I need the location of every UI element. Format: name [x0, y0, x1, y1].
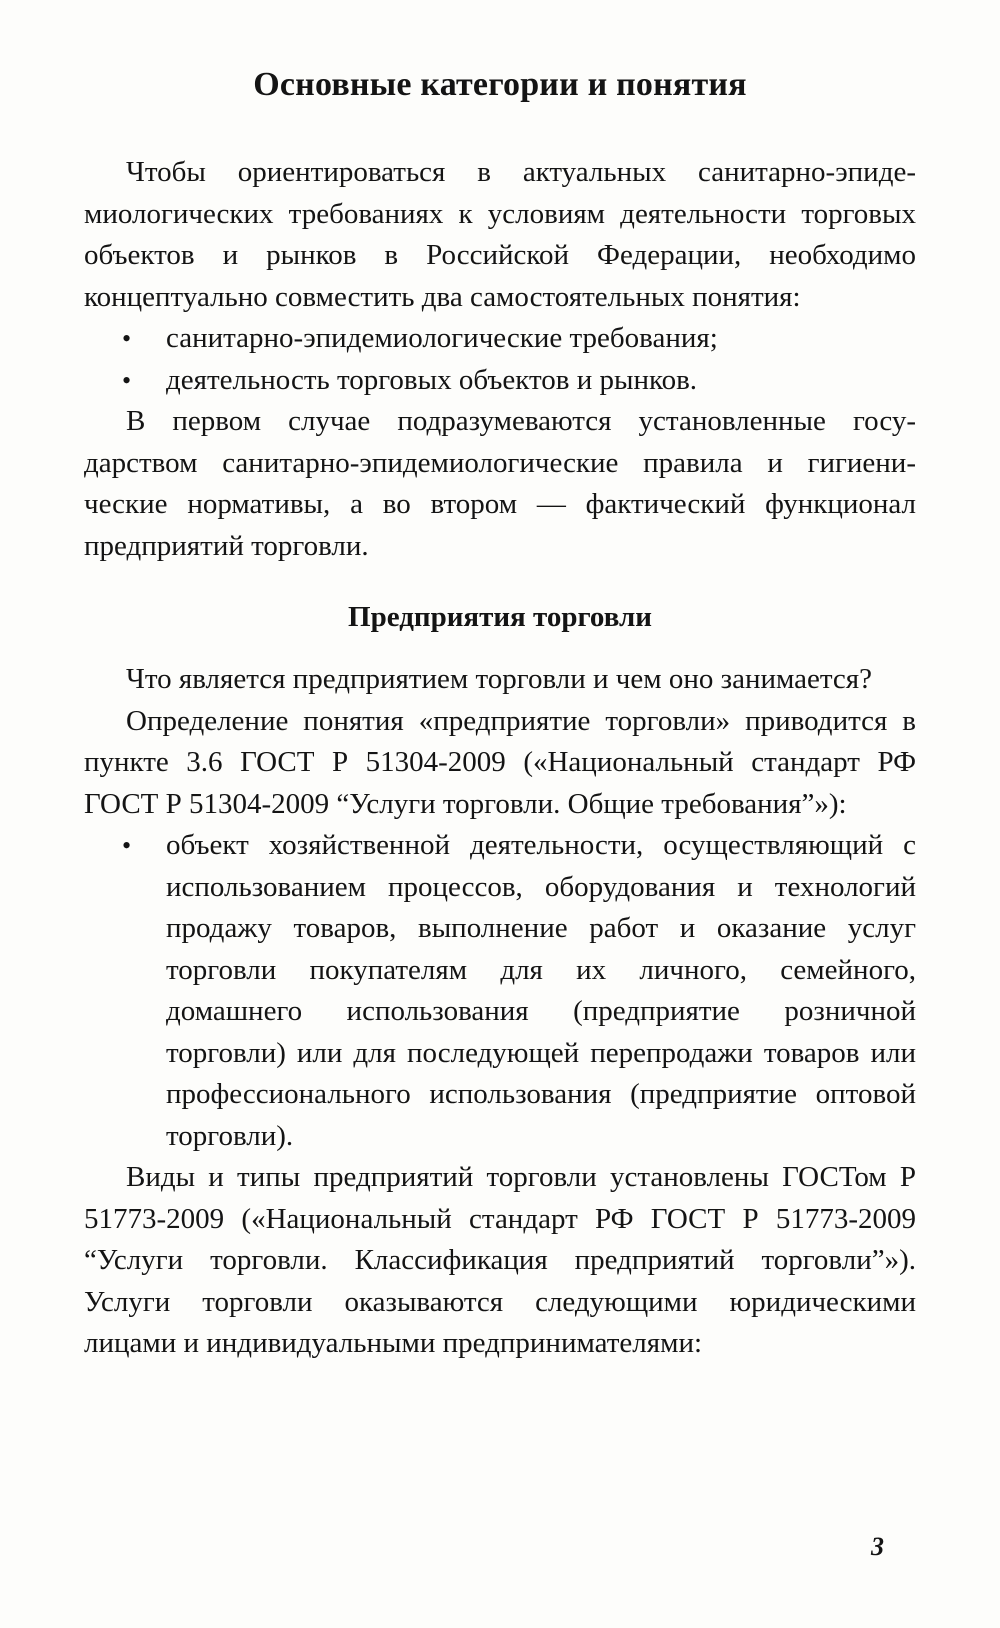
definition-bullet-list	[84, 825, 916, 1157]
second-paragraph: В первом случае подразумеваются установленные государством санитарно-эпидемиологические правила и гигиенические нормативы, а во втором — фактический функционал предприятий торговли.	[84, 405, 916, 562]
intro-bullet-item	[84, 318, 916, 360]
intro-bullet-text: деятельность торговых объектов и рынков.	[166, 363, 698, 396]
question-paragraph: Что является предприятием торговли и чем оно занимается?	[126, 663, 872, 695]
section-title: Предприятия торговли	[348, 601, 652, 633]
page-title: Основные категории и понятия	[253, 66, 747, 103]
definition-bullet-text: объект хозяйственной деятельности, осуществляющий с использованием процессов, оборудования и технологий продажу товаров, выполнение работ и оказание услуг торговли покупателям для их личного, семейного, домашнего использования (предприятие розничной торговли) или для последующей перепродажи товаров или профессионального использования (предприятие оптовой торговли).	[166, 829, 916, 1152]
intro-bullet-text: санитарно-эпидемиологические требования;	[166, 322, 718, 354]
definition-paragraph: Определение понятия «предприятие торговли» приводится в пункте 3.6 ГОСТ Р 51304-2009 («Национальный стандарт РФ ГОСТ Р 51304-2009 “Услуги торговли. Общие требования”»):	[84, 704, 916, 820]
intro-bullet-item	[84, 360, 916, 402]
definition-bullet-item	[84, 825, 916, 1157]
page-number: 3	[871, 1532, 884, 1561]
bullet-icon: •	[122, 365, 132, 395]
bullet-icon: •	[122, 831, 132, 860]
bullet-icon: •	[122, 324, 132, 353]
page-content	[84, 62, 916, 1365]
intro-paragraph: Чтобы ориентироваться в актуальных санитарно-эпидемиологических требованиях к условиям деятельности торговых объектов и рынков в Российской Федерации, необходимо концептуально совместить два самостоятельных понятия:	[84, 156, 916, 313]
types-paragraph: Виды и типы предприятий торговли установлены ГОСТом Р 51773-2009 («Национальный стандарт РФ ГОСТ Р 51773-2009 “Услуги торговли. Классификация предприятий торговли”»). Услуги торговли оказываются следующими юридическими лицами и индивидуальными предпринимателями:	[84, 1161, 916, 1359]
intro-bullet-list	[84, 318, 916, 401]
